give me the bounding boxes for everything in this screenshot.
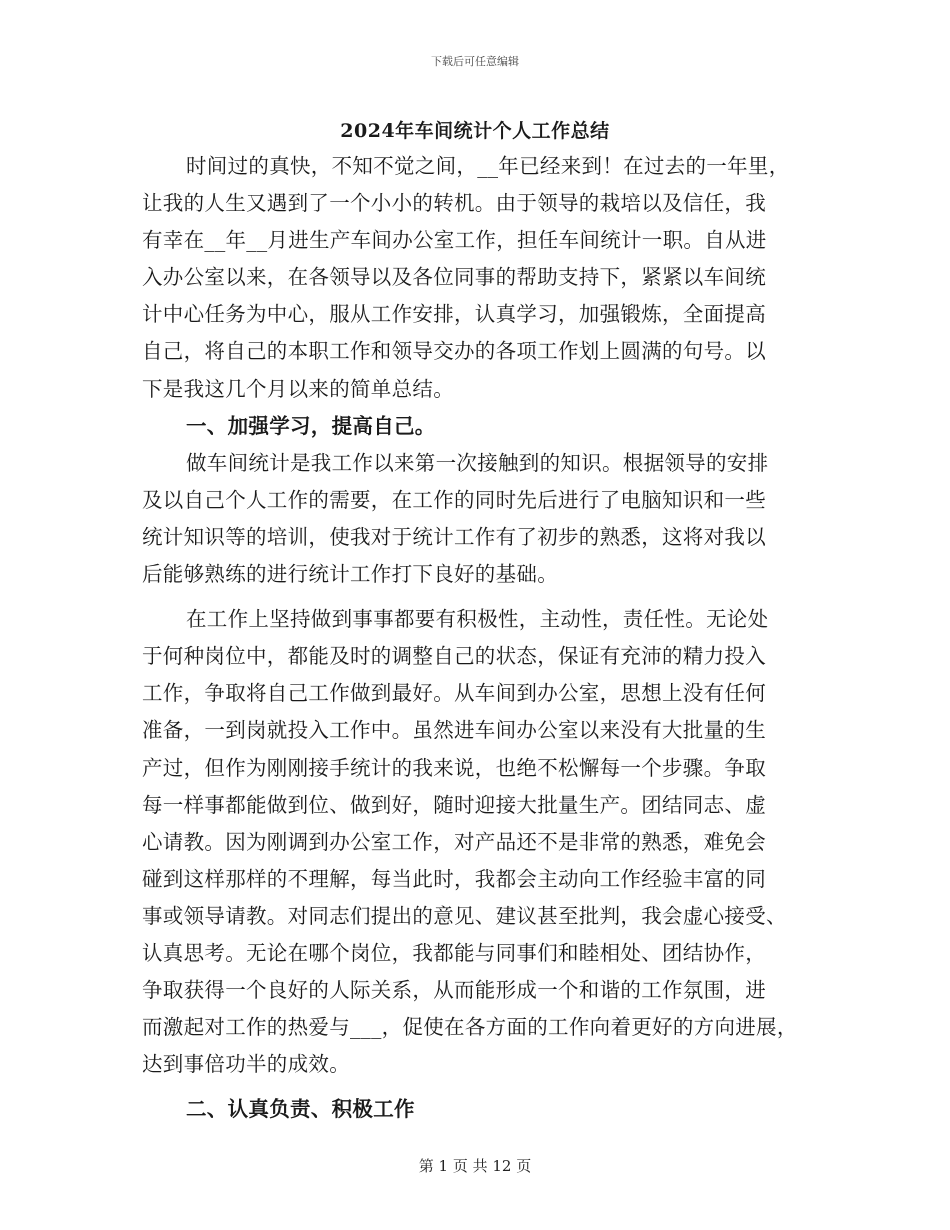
paragraph-line: 达到事倍功半的成效。 [142, 1052, 350, 1077]
paragraph-line: 让我的人生又遇到了一个小小的转机。由于领导的栽培以及信任，我 [142, 191, 766, 216]
paragraph-line: 统计知识等的培训，使我对于统计工作有了初步的熟悉，这将对我以 [142, 524, 766, 549]
page-number: 第 1 页 共 12 页 [418, 1157, 532, 1175]
paragraph-line: 碰到这样那样的不理解，每当此时，我都会主动向工作经验丰富的同 [142, 866, 766, 891]
paragraph-line: 事或领导请教。对同志们提出的意见、建议甚至批判，我会虚心接受、 [142, 903, 787, 928]
document-title: 2024年车间统计个人工作总结 [340, 120, 610, 142]
paragraph-line: 于何种岗位中，都能及时的调整自己的状态，保证有充沛的精力投入 [142, 644, 766, 669]
section-heading: 一、加强学习，提高自己。 [186, 413, 436, 438]
paragraph-line: 计中心任务为中心，服从工作安排，认真学习，加强锻炼，全面提高 [142, 302, 766, 327]
paragraph-line: 每一样事都能做到位、做到好，随时迎接大批量生产。团结同志、虚 [142, 792, 766, 817]
section-heading: 二、认真负责、积极工作 [186, 1097, 415, 1122]
paragraph-line: 在工作上坚持做到事事都要有积极性，主动性，责任性。无论处 [186, 607, 769, 632]
paragraph-line: 争取获得一个良好的人际关系，从而能形成一个和谐的工作氛围，进 [142, 978, 766, 1003]
paragraph-line: 后能够熟练的进行统计工作打下良好的基础。 [142, 562, 558, 587]
paragraph-line: 工作，争取将自己工作做到最好。从车间到办公室，思想上没有任何 [142, 681, 766, 706]
paragraph-line: 心请教。因为刚调到办公室工作，对产品还不是非常的熟悉，难免会 [142, 829, 766, 854]
paragraph-line: 自己，将自己的本职工作和领导交办的各项工作划上圆满的句号。以 [142, 339, 766, 364]
paragraph-line: 认真思考。无论在哪个岗位，我都能与同事们和睦相处、团结协作， [142, 940, 766, 965]
header-note: 下载后可任意编辑 [431, 55, 519, 68]
paragraph-line: 准备，一到岗就投入工作中。虽然进车间办公室以来没有大批量的生 [142, 718, 766, 743]
paragraph-line: 及以自己个人工作的需要，在工作的同时先后进行了电脑知识和一些 [142, 487, 766, 512]
paragraph-line: 时间过的真快，不知不觉之间，__年已经来到！在过去的一年里， [186, 154, 790, 178]
paragraph-line: 有幸在__年__月进生产车间办公室工作，担任车间统计一职。自从进 [142, 228, 767, 253]
paragraph-line: 产过，但作为刚刚接手统计的我来说，也绝不松懈每一个步骤。争取 [142, 755, 766, 780]
paragraph-line: 入办公室以来，在各领导以及各位同事的帮助支持下，紧紧以车间统 [142, 265, 766, 290]
paragraph-line: 做车间统计是我工作以来第一次接触到的知识。根据领导的安排 [186, 450, 769, 475]
document-body [142, 148, 814, 1128]
paragraph-line: 下是我这几个月以来的简单总结。 [142, 376, 454, 401]
paragraph-line: 而激起对工作的热爱与___，促使在各方面的工作向着更好的方向进展， [142, 1015, 798, 1040]
